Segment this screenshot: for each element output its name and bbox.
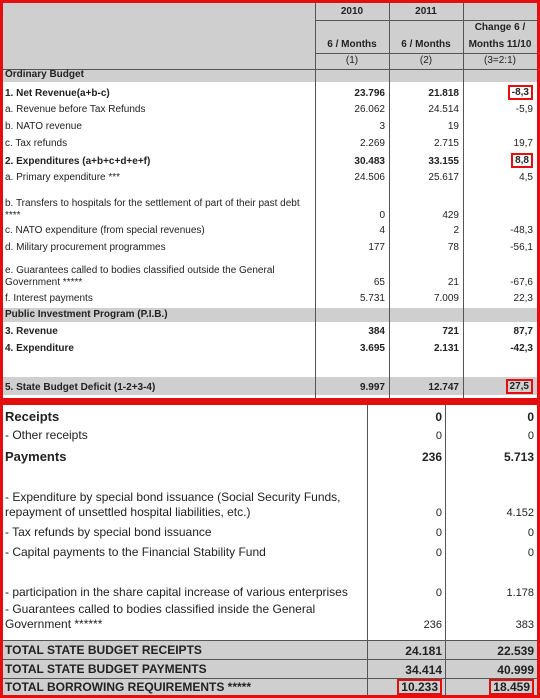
table-row	[3, 241, 537, 255]
row-label: Receipts	[5, 409, 60, 424]
period-value: 2.715	[433, 138, 459, 149]
row-label: - Guarantees called to bodies classified inside the General Government ******	[5, 602, 316, 631]
table-row	[3, 188, 537, 223]
highlighted-value	[445, 679, 537, 695]
period-value: 19	[447, 121, 459, 132]
table-row	[3, 603, 537, 633]
row-label: Public Investment Program (P.I.B.)	[5, 309, 168, 320]
table-row	[3, 377, 537, 395]
row-label: 2. Expenditures (a+b+c+d+e+f)	[5, 156, 151, 167]
table-row	[3, 543, 537, 561]
highlighted-change-value	[463, 154, 537, 169]
table-row	[3, 325, 537, 339]
highlight-box: 18.459	[489, 679, 534, 695]
row-label: b. Transfers to hospitals for the settlement of part of their past debt ****	[5, 198, 300, 221]
period-value: 721	[442, 326, 459, 337]
row-label: d. Military procurement programmes	[5, 242, 166, 253]
table-row	[3, 523, 537, 541]
period-value: 236	[423, 619, 442, 631]
highlight-box: 27,5	[506, 379, 533, 394]
period-value: 1.178	[506, 587, 534, 599]
period-value: 0	[435, 547, 442, 559]
table-row	[3, 291, 537, 306]
period-value: 383	[515, 619, 534, 631]
change-value	[463, 120, 537, 134]
column-divider	[389, 3, 390, 398]
column-divider	[315, 3, 316, 398]
change-value: -5,9	[515, 104, 533, 115]
period-value: 24.514	[428, 104, 459, 115]
row-label: c. NATO expenditure (from special revenues)	[5, 225, 205, 236]
period-value: 2.131	[433, 343, 459, 354]
period-value: 30.483	[354, 156, 385, 167]
column-divider	[367, 405, 368, 695]
budget-table-top	[3, 3, 537, 398]
change-value: -67,6	[510, 277, 533, 288]
highlighted-change-value	[463, 377, 537, 395]
row-label: - Expenditure by special bond issuance (Social Security Funds, repayment of unsettled hospital liabilities, etc.)	[5, 490, 341, 519]
row-label: c. Tax refunds	[5, 138, 68, 149]
period-value: 0	[527, 547, 534, 559]
period-value: 4.152	[506, 507, 534, 519]
period-value: 0	[435, 410, 442, 424]
change-value: 4,5	[519, 172, 533, 183]
period-value: 22.539	[497, 644, 534, 658]
row-label: Payments	[5, 449, 67, 464]
row-label: 3. Revenue	[5, 326, 58, 337]
table-row	[3, 678, 537, 695]
table-row	[3, 171, 537, 185]
table-row	[3, 405, 537, 425]
table-row	[3, 87, 537, 101]
period-value: 0	[527, 430, 534, 442]
period-value: 177	[368, 242, 385, 253]
row-label: 1. Net Revenue(a+b-c)	[5, 88, 110, 99]
header-col-change: Change 6 / Months 11/10 (3=2:1)	[468, 22, 532, 66]
table-row	[3, 224, 537, 238]
change-value	[463, 308, 537, 322]
table-row	[3, 445, 537, 465]
period-value: 2.269	[359, 138, 385, 149]
period-value	[315, 308, 389, 322]
period-value: 384	[368, 326, 385, 337]
table-row	[3, 659, 537, 678]
period-value	[389, 70, 463, 82]
period-value: 24.506	[354, 172, 385, 183]
table-row	[3, 137, 537, 151]
table-row	[3, 563, 537, 601]
period-value: 23.796	[354, 88, 385, 99]
table-row	[3, 104, 537, 117]
period-value: 65	[373, 277, 385, 288]
period-value: 0	[379, 210, 385, 221]
header-divider	[315, 53, 537, 54]
budget-table-bottom	[3, 405, 537, 695]
table-row	[3, 120, 537, 134]
period-value: 3	[379, 121, 385, 132]
header-divider	[315, 20, 537, 21]
row-label: a. Revenue before Tax Refunds	[5, 104, 146, 115]
change-value: -42,3	[510, 343, 533, 354]
period-value: 34.414	[405, 663, 442, 677]
change-value: 19,7	[513, 138, 533, 149]
row-label: - Tax refunds by special bond issuance	[5, 525, 212, 539]
row-label: TOTAL STATE BUDGET PAYMENTS	[5, 662, 207, 676]
header-col-2010: 2010 6 / Months (1)	[327, 6, 377, 66]
table-row	[3, 342, 537, 356]
change-value: -56,1	[510, 242, 533, 253]
period-value	[315, 70, 389, 82]
change-value: -48,3	[510, 225, 533, 236]
period-value: 236	[421, 450, 442, 464]
period-value: 0	[435, 430, 442, 442]
period-value: 33.155	[428, 156, 459, 167]
period-value: 25.617	[428, 172, 459, 183]
change-value: 87,7	[513, 326, 533, 337]
period-value: 0	[527, 410, 534, 424]
row-label: TOTAL STATE BUDGET RECEIPTS	[5, 643, 202, 657]
period-value: 0	[435, 527, 442, 539]
column-divider	[445, 405, 446, 695]
header-col-2011: 2011 6 / Months (2)	[401, 6, 451, 66]
highlight-box: -8,3	[508, 85, 533, 100]
highlight-box: 10.233	[397, 679, 442, 695]
highlighted-change-value	[463, 87, 537, 101]
table-row	[3, 640, 537, 659]
table-row	[3, 258, 537, 290]
row-label: 4. Expenditure	[5, 343, 74, 354]
period-value: 2	[453, 225, 459, 236]
highlighted-value	[367, 679, 445, 695]
highlight-box: 8,8	[511, 153, 533, 168]
row-label: - Other receipts	[5, 428, 88, 442]
row-label: e. Guarantees called to bodies classified outside the General Government *****	[5, 265, 275, 288]
period-value: 3.695	[359, 343, 385, 354]
period-value: 78	[447, 242, 459, 253]
table-row	[3, 154, 537, 169]
period-value: 4	[379, 225, 385, 236]
table-row	[3, 483, 537, 521]
period-value: 0	[435, 587, 442, 599]
row-label: 5. State Budget Deficit (1-2+3-4)	[5, 382, 156, 393]
period-value: 5.713	[503, 450, 534, 464]
row-label: a. Primary expenditure ***	[5, 172, 121, 183]
row-label: Ordinary Budget	[5, 69, 84, 80]
row-label: f. Interest payments	[5, 293, 93, 304]
period-value: 0	[435, 507, 442, 519]
period-value: 26.062	[354, 104, 385, 115]
row-label: - participation in the share capital increase of various enterprises	[5, 585, 348, 599]
period-value: 24.181	[405, 644, 442, 658]
row-label: TOTAL BORROWING REQUIREMENTS *****	[5, 680, 252, 694]
section-public-investment	[3, 308, 537, 322]
period-value: 7.009	[433, 293, 459, 304]
period-value: 21.818	[428, 88, 459, 99]
period-value	[389, 308, 463, 322]
row-label: b. NATO revenue	[5, 121, 82, 132]
period-value: 12.747	[428, 382, 459, 393]
column-divider	[463, 3, 464, 398]
period-value: 40.999	[497, 663, 534, 677]
period-value: 429	[442, 210, 459, 221]
change-value	[463, 70, 537, 82]
period-value: 9.997	[359, 382, 385, 393]
period-value: 0	[527, 527, 534, 539]
row-label: - Capital payments to the Financial Stability Fund	[5, 545, 266, 559]
period-value: 5.731	[359, 293, 385, 304]
change-value: 22,3	[513, 293, 533, 304]
table-row	[3, 426, 537, 444]
period-value: 21	[447, 277, 459, 288]
change-value	[463, 188, 537, 223]
section-ordinary-budget	[3, 70, 537, 82]
